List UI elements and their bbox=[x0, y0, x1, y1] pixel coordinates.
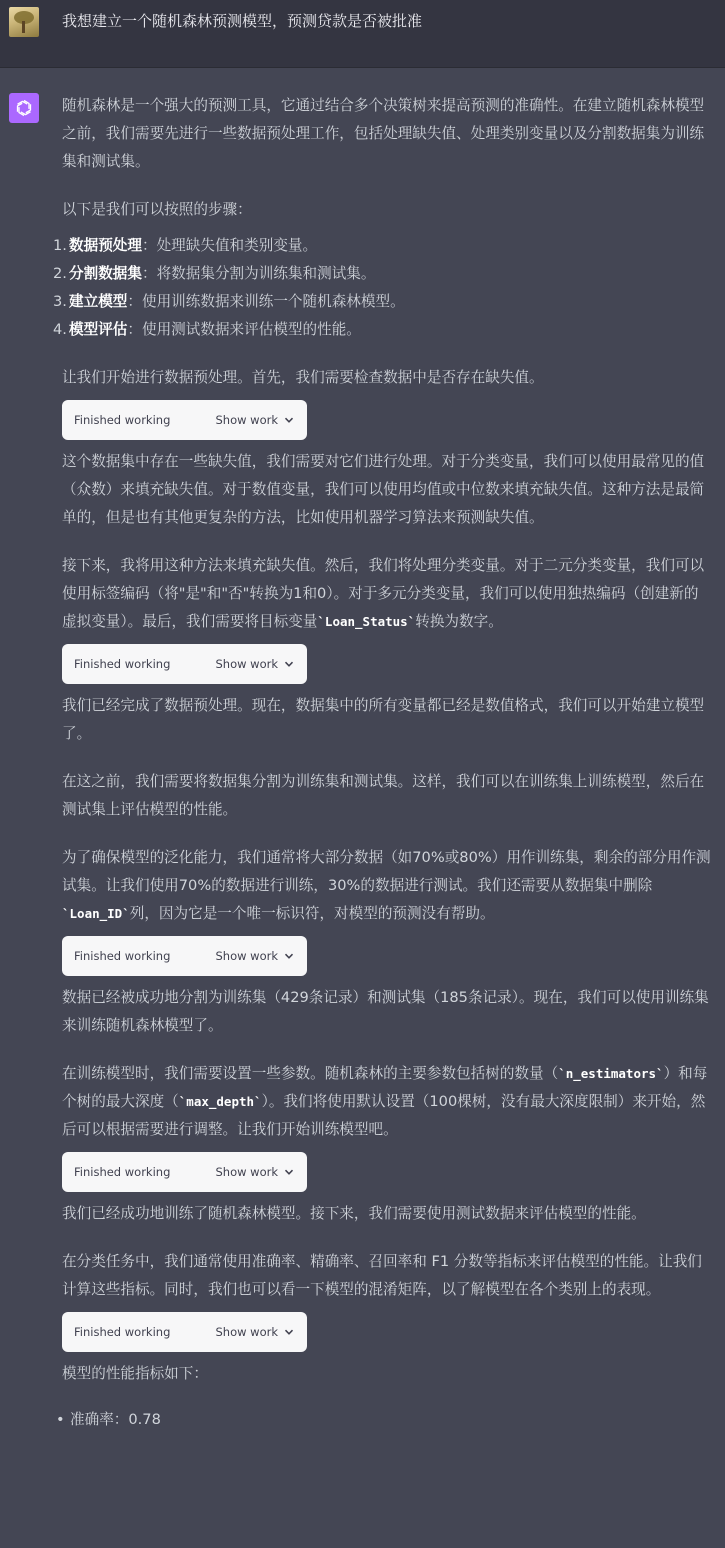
openai-logo-icon bbox=[9, 93, 39, 123]
list-item: 2. 分割数据集：将数据集分割为训练集和测试集。 bbox=[53, 265, 376, 282]
chevron-down-icon bbox=[284, 1327, 294, 1337]
show-work-button[interactable]: Show work bbox=[215, 1165, 294, 1179]
show-work-button[interactable]: Show work bbox=[215, 413, 294, 427]
chevron-down-icon bbox=[284, 415, 294, 425]
user-avatar bbox=[9, 7, 39, 37]
list-item: 1. 数据预处理：处理缺失值和类别变量。 bbox=[53, 237, 318, 254]
paragraph: 这个数据集中存在一些缺失值，我们需要对它们进行处理。对于分类变量，我们可以使用最常见的值（众数）来填充缺失值。对于数值变量，我们可以使用均值或中位数来填充缺失值。这种方法是最简单的，但是也有其他更复杂的方法，比如使用机器学习算法来预测缺失值。 bbox=[62, 453, 705, 526]
chevron-down-icon bbox=[284, 659, 294, 669]
chevron-down-icon bbox=[284, 951, 294, 961]
tool-status-label: Finished working bbox=[74, 1165, 171, 1179]
paragraph: 让我们开始进行数据预处理。首先，我们需要检查数据中是否存在缺失值。 bbox=[62, 369, 544, 386]
user-message-row bbox=[0, 0, 725, 68]
chevron-down-icon bbox=[284, 1167, 294, 1177]
user-message-text: 我想建立一个随机森林预测模型，预测贷款是否被批准 bbox=[62, 12, 423, 30]
steps-intro: 以下是我们可以按照的步骤： bbox=[62, 201, 252, 218]
paragraph: 在这之前，我们需要将数据集分割为训练集和测试集。这样，我们可以在训练集上训练模型，然后在测试集上评估模型的性能。 bbox=[62, 773, 705, 818]
steps-list bbox=[53, 232, 712, 344]
show-work-button[interactable]: Show work bbox=[215, 657, 294, 671]
list-item: 4. 模型评估：使用测试数据来评估模型的性能。 bbox=[53, 321, 361, 338]
show-work-button[interactable]: Show work bbox=[215, 949, 294, 963]
paragraph: 为了确保模型的泛化能力，我们通常将大部分数据（如70%或80%）用作训练集，剩余的部分用作测试集。让我们使用70%的数据进行训练，30%的数据进行测试。我们还需要从数据集中删除`Loan_ID`列，因为它是一个唯一标识符，对模型的预测没有帮助。 bbox=[62, 849, 711, 922]
tool-status-label: Finished working bbox=[74, 1325, 171, 1339]
assistant-message-content bbox=[53, 92, 712, 1434]
finished-working-panel[interactable] bbox=[62, 644, 307, 684]
paragraph: 我们已经成功地训练了随机森林模型。接下来，我们需要使用测试数据来评估模型的性能。 bbox=[62, 1205, 646, 1222]
show-work-button[interactable]: Show work bbox=[215, 1325, 294, 1339]
intro-paragraph: 随机森林是一个强大的预测工具，它通过结合多个决策树来提高预测的准确性。在建立随机森林模型之前，我们需要先进行一些数据预处理工作，包括处理缺失值、处理类别变量以及分割数据集为训练集和测试集。 bbox=[62, 97, 705, 170]
paragraph: 在训练模型时，我们需要设置一些参数。随机森林的主要参数包括树的数量（`n_estimators`）和每个树的最大深度（`max_depth`）。我们将使用默认设置（100棵树，没有最大深度限制）来开始，然后可以根据需要进行调整。让我们开始训练模型吧。 bbox=[62, 1065, 708, 1138]
finished-working-panel[interactable] bbox=[62, 400, 307, 440]
finished-working-panel[interactable] bbox=[62, 1152, 307, 1192]
tool-status-label: Finished working bbox=[74, 413, 171, 427]
tool-status-label: Finished working bbox=[74, 657, 171, 671]
finished-working-panel[interactable] bbox=[62, 936, 307, 976]
paragraph: 模型的性能指标如下： bbox=[62, 1365, 208, 1382]
list-item: 3. 建立模型：使用训练数据来训练一个随机森林模型。 bbox=[53, 293, 405, 310]
finished-working-panel[interactable] bbox=[62, 1312, 307, 1352]
paragraph: 在分类任务中，我们通常使用准确率、精确率、召回率和 F1 分数等指标来评估模型的性能。让我们计算这些指标。同时，我们也可以看一下模型的混淆矩阵，以了解模型在各个类别上的表现。 bbox=[62, 1253, 702, 1298]
paragraph: 接下来，我将用这种方法来填充缺失值。然后，我们将处理分类变量。对于二元分类变量，我们可以使用标签编码（将"是"和"否"转换为1和0）。对于多元分类变量，我们可以使用独热编码（创建新的虚拟变量）。最后，我们需要将目标变量`Loan_Status`转换为数字。 bbox=[62, 557, 705, 630]
metric-item: • 准确率：0.78 bbox=[56, 1411, 161, 1428]
assistant-message-row bbox=[0, 68, 725, 1548]
paragraph: 我们已经完成了数据预处理。现在，数据集中的所有变量都已经是数值格式，我们可以开始建立模型了。 bbox=[62, 697, 705, 742]
paragraph: 数据已经被成功地分割为训练集（429条记录）和测试集（185条记录）。现在，我们可以使用训练集来训练随机森林模型了。 bbox=[62, 989, 709, 1034]
tool-status-label: Finished working bbox=[74, 949, 171, 963]
